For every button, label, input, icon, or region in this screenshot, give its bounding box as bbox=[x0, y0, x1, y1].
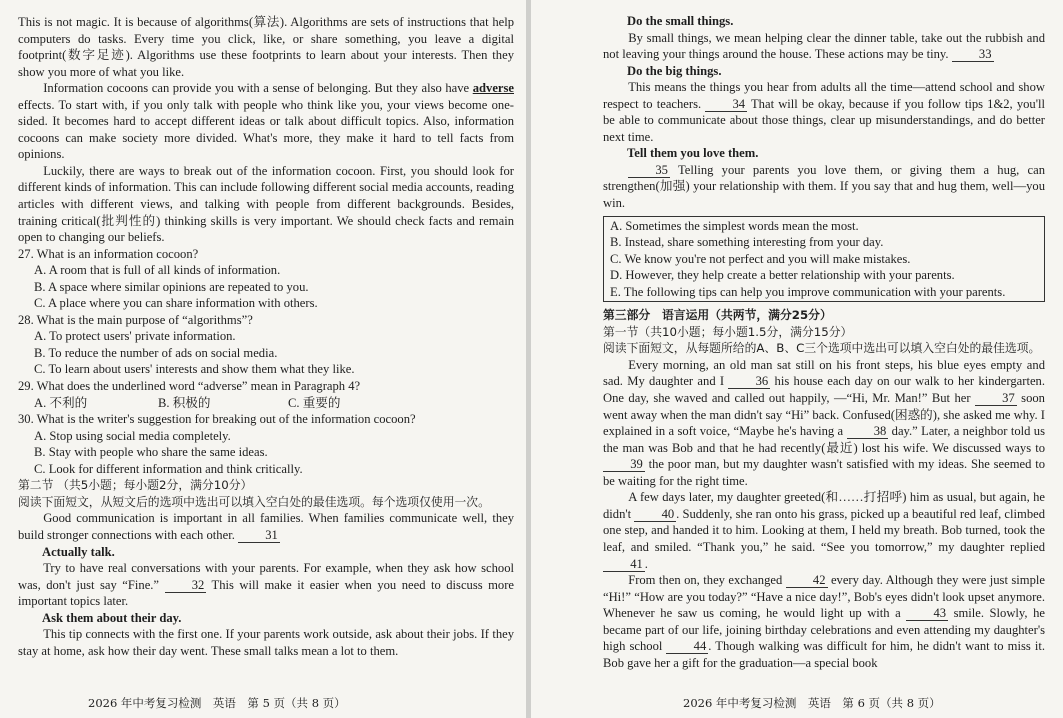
page-footer: 2026 年中考复习检测 英语 第 6 页（共 8 页） bbox=[683, 696, 941, 711]
option-row bbox=[18, 395, 514, 412]
page-footer: 2026 年中考复习检测 英语 第 5 页（共 8 页） bbox=[88, 696, 346, 711]
paragraph bbox=[603, 489, 1045, 572]
blank-43: 43 bbox=[906, 607, 948, 621]
option: A. Stop using social media completely. bbox=[34, 428, 231, 443]
paragraph bbox=[603, 30, 1045, 63]
paragraph: This is not magic. It is because of algorithms(算法). Algorithms are sets of instructions that help computers do tasks. Every time you click, like, or share something, you leave a digital footprint(数字足迹). Algorithms use these footprints to learn about your interests. Then they show you more of what you like. bbox=[18, 15, 514, 79]
page-6 bbox=[531, 0, 1063, 718]
option: B. Stay with people who share the same ideas. bbox=[34, 445, 268, 460]
subheading: Do the big things. bbox=[627, 63, 722, 78]
option: A. A room that is full of all kinds of information. bbox=[34, 263, 281, 278]
section-instructions: 阅读下面短文，从短文后的选项中选出可以填入空白处的最佳选项。每个选项仅使用一次。 bbox=[18, 494, 490, 509]
option: A. 不利的 bbox=[34, 395, 88, 410]
text: . bbox=[644, 556, 648, 571]
text: Every morning, an old man sat still on his front steps, his blue eyes empty and sad. My daughter and I bbox=[603, 357, 1045, 389]
blank-36: 36 bbox=[728, 375, 770, 389]
text: day.” Later, a neighbor told us the man was Bob and that he had recently(最近) lost his wife. We discussed ways to bbox=[603, 424, 1045, 455]
option: B. Instead, share something interesting from your day. bbox=[610, 235, 884, 250]
text: By small things, we mean helping clear the dinner table, take out the rubbish and not leaving your things around the house. These actions may be tiny. bbox=[603, 30, 1045, 62]
paragraph bbox=[603, 357, 1045, 489]
text: Good communication is important in all families. When families communicate well, they build stronger connections with each other. bbox=[18, 511, 514, 542]
blank-38: 38 bbox=[847, 425, 889, 439]
underlined-word: adverse bbox=[472, 81, 514, 96]
text: the poor man, but my daughter wasn't satisfied with my ideas. She seemed to be waiting for the right time. bbox=[603, 457, 1045, 488]
page-5 bbox=[0, 0, 526, 718]
text: This means the things you hear from adults all the time—attend school and show respect to teachers. bbox=[603, 80, 1045, 111]
text: soon went away when the man didn't say “Hi” back. Confused(困惑的), she asked me why. I explained in a soft voice, “Maybe he's having a bbox=[603, 391, 1045, 439]
question-30: 30. What is the writer's suggestion for breaking out of the information cocoon? bbox=[18, 412, 416, 427]
options-box bbox=[603, 216, 1045, 303]
text: smile. Slowly, he became part of our life, joining birthday celebrations and even attending my daughter's high school bbox=[603, 606, 1045, 654]
blank-39: 39 bbox=[603, 458, 645, 472]
option: B. A space where similar opinions are repeated to you. bbox=[34, 279, 309, 294]
blank-34: 34 bbox=[705, 98, 747, 112]
paragraph bbox=[18, 80, 514, 163]
paragraph bbox=[18, 510, 514, 543]
blank-33: 33 bbox=[952, 48, 994, 62]
text: From then on, they exchanged bbox=[628, 573, 786, 588]
option: A. Sometimes the simplest words mean the most. bbox=[610, 218, 859, 233]
option: C. 重要的 bbox=[288, 395, 341, 410]
paragraph bbox=[603, 572, 1045, 671]
question-27: 27. What is an information cocoon? bbox=[18, 246, 199, 261]
blank-41: 41 bbox=[603, 558, 645, 572]
text: Information cocoons can provide you with a sense of belonging. But they also have bbox=[43, 81, 473, 96]
option: A. To protect users' private information. bbox=[34, 329, 236, 344]
subheading: Actually talk. bbox=[42, 544, 115, 559]
text: That will be okay, because if you follow tips 1&2, you'll be able to communicate about those things, clear up misunderstandings, and do better next time. bbox=[603, 96, 1045, 144]
section-instructions: 阅读下面短文，从每题所给的A、B、C三个选项中选出可以填入空白处的最佳选项。 bbox=[603, 341, 1041, 356]
blank-37: 37 bbox=[975, 392, 1017, 406]
option: E. The following tips can help you improve communication with your parents. bbox=[610, 284, 1006, 299]
blank-32: 32 bbox=[165, 579, 207, 593]
text: Try to have real conversations with your parents. For example, when they ask how school was, don't just say “Fine.” bbox=[18, 561, 514, 592]
blank-40: 40 bbox=[634, 508, 676, 522]
text: Telling your parents you love them, or giving them a hug, can strengthen(加强) your relationship with them. If you say that and hug them, well—you win. bbox=[603, 162, 1045, 211]
paragraph bbox=[603, 162, 1045, 212]
text: A few days later, my daughter greeted(和……打招呼) him as usual, but again, he didn't bbox=[603, 490, 1045, 521]
option: D. However, they help create a better relationship with your parents. bbox=[610, 268, 955, 283]
paragraph: Luckily, there are ways to break out of the information cocoon. First, you should look for different kinds of information. This can include following different social media accounts, reading articles with different views, and talking with people from different backgrounds. Besides, training critical(批判性的) thinking skills is very important. We should check facts and remain open to changing our beliefs. bbox=[18, 163, 514, 245]
blank-42: 42 bbox=[786, 574, 828, 588]
section-title: 第一节（共10小题；每小题1.5分，满分15分） bbox=[603, 324, 853, 339]
section-title: 第二节 （共5小题；每小题2分，满分10分） bbox=[18, 478, 253, 493]
text: every day. Although they were just simple “Hi!” “How are you today?” “Have a nice day!”, Bob's eyes didn't look upset anymore. Whenever he saw us coming, he would light up with a bbox=[603, 573, 1045, 621]
question-29: 29. What does the underlined word “adverse” mean in Paragraph 4? bbox=[18, 379, 361, 394]
paragraph bbox=[18, 560, 514, 610]
option: C. A place where you can share information with others. bbox=[34, 296, 318, 311]
blank-35: 35 bbox=[628, 164, 670, 178]
option: B. 积极的 bbox=[158, 395, 211, 410]
paragraph: This tip connects with the first one. If your parents work outside, ask about their jobs. If they stay at home, ask how their day went. These small talks mean a lot to them. bbox=[18, 627, 514, 658]
option: B. To reduce the number of ads on social media. bbox=[34, 345, 278, 360]
blank-44: 44 bbox=[666, 640, 708, 654]
subheading: Tell them you love them. bbox=[627, 146, 759, 161]
option: C. To learn about users' interests and show them what they like. bbox=[34, 362, 355, 377]
option: C. We know you're not perfect and you will make mistakes. bbox=[610, 251, 911, 266]
text: This will make it easier when you need to discuss more important topics later. bbox=[18, 577, 514, 609]
paragraph bbox=[603, 79, 1045, 145]
option: C. Look for different information and think critically. bbox=[34, 461, 303, 476]
question-28: 28. What is the main purpose of “algorithms”? bbox=[18, 312, 253, 327]
text: . Though walking was difficult for him, he didn't want to miss it. Bob gave her a gift for the graduation—a special book bbox=[603, 639, 1045, 670]
text: effects. To start with, if you only talk with people who think like you, your views become one-sided. It becomes hard to accept different ideas or talk about difficult topics. Also, information cocoons can make society more divided. What's more, they make it hard to tell facts from opinions. bbox=[18, 97, 514, 162]
text: . Suddenly, she ran onto his grass, picked up a beautiful red leaf, climbed one step, and handed it to him. Looking at them, I held my breath. Bob turned, took the leaf, and smiled. “Thank you,” he said. “See you tomorrow,” my daughter replied bbox=[603, 506, 1046, 554]
subheading: Ask them about their day. bbox=[42, 610, 182, 625]
blank-31: 31 bbox=[238, 529, 280, 543]
subheading: Do the small things. bbox=[627, 14, 734, 28]
part-title: 第三部分 语言运用（共两节，满分25分） bbox=[603, 308, 832, 323]
text: his house each day on our walk to her kindergarten. One day, she waved and called out happily, —“Hi, Mr. Man!” But her bbox=[603, 374, 1045, 406]
